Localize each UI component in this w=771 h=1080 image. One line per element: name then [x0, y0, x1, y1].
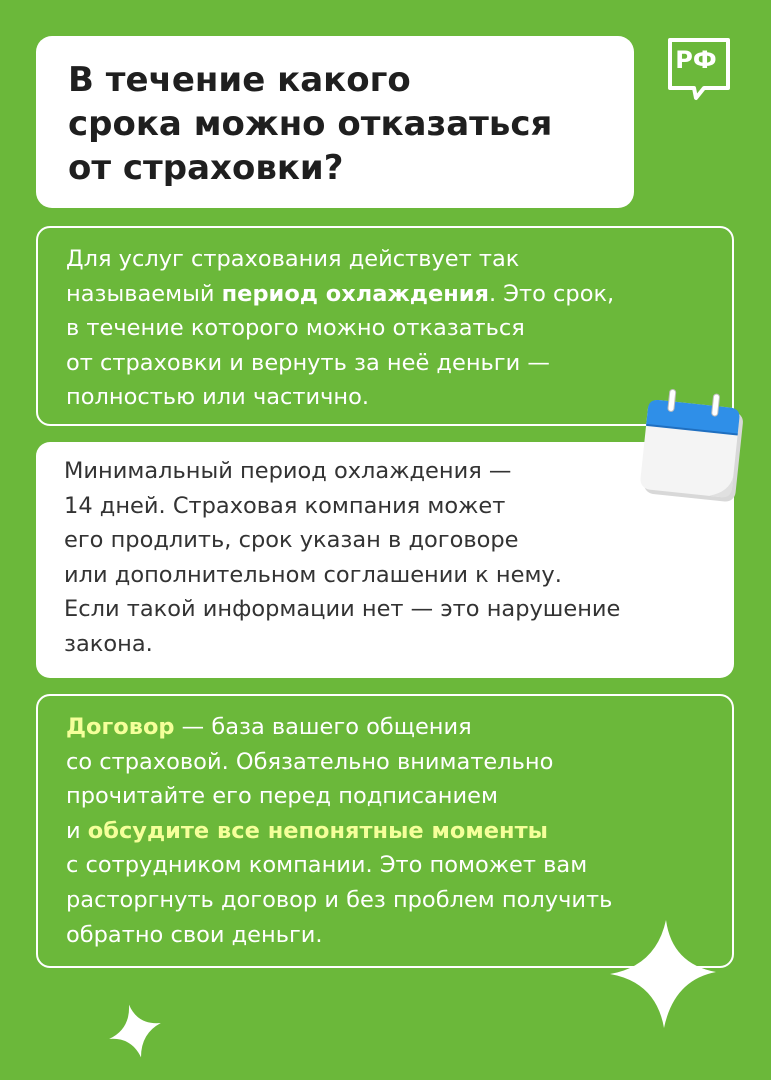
card-3-text — [66, 710, 612, 952]
card-2-line-3: его продлить, срок указан в договоре — [64, 527, 519, 554]
card-3-line-1-rest: — база вашего общения — [174, 714, 472, 740]
card-3-line-2: со страховой. Обязательно внимательно — [66, 748, 554, 775]
card-2-line-2: 14 дней. Страховая компания может — [64, 492, 506, 519]
card-3-line-5: с сотрудником компании. Это поможет вам — [66, 852, 588, 879]
info-card-minimum-period — [36, 442, 734, 678]
info-card-cooling-period — [36, 226, 734, 426]
small-sparkle-star-icon — [106, 1002, 164, 1060]
card-2-line-4: или дополнительном соглашении к нему. — [64, 561, 562, 588]
card-1-line-2-start: называемый — [66, 280, 222, 307]
card-3-line-3: прочитайте его перед подписанием — [66, 783, 498, 810]
card-1-line-1: Для услуг страхования действует так — [66, 246, 520, 272]
card-2-text — [64, 454, 620, 662]
card-2-line-5: Если такой информации нет — это нарушение — [64, 596, 621, 623]
card-2-line-6: закона. — [64, 630, 153, 657]
discuss-highlight: обсудите все непонятные моменты — [87, 817, 548, 844]
title-card — [36, 36, 634, 208]
card-1-text — [66, 242, 614, 415]
title-line-3: от страховки? — [68, 148, 344, 188]
title-line-2: срока можно отказаться — [68, 104, 553, 144]
logo-text: РФ — [675, 46, 717, 74]
cooling-period-highlight: период охлаждения — [221, 280, 489, 307]
contract-highlight: Договор — [66, 714, 175, 740]
card-3-line-4-start: и — [66, 817, 88, 844]
speech-bubble-logo-icon — [666, 36, 732, 100]
page-title — [68, 58, 552, 190]
card-3-line-7: обратно свои деньги. — [66, 921, 323, 948]
card-2-line-1: Минимальный период охлаждения — — [64, 458, 512, 484]
card-1-line-3: в течение которого можно отказаться — [66, 315, 525, 342]
title-line-1: В течение какого — [68, 60, 411, 100]
card-1-line-4: от страховки и вернуть за неё деньги — — [66, 349, 550, 376]
card-1-line-2-end: . Это срок, — [489, 280, 615, 307]
card-1-line-5: полностью или частично. — [66, 384, 370, 411]
calendar-icon — [634, 388, 754, 508]
sparkle-star-icon — [604, 914, 724, 1034]
card-3-line-6: расторгнуть договор и без проблем получить — [66, 886, 613, 913]
